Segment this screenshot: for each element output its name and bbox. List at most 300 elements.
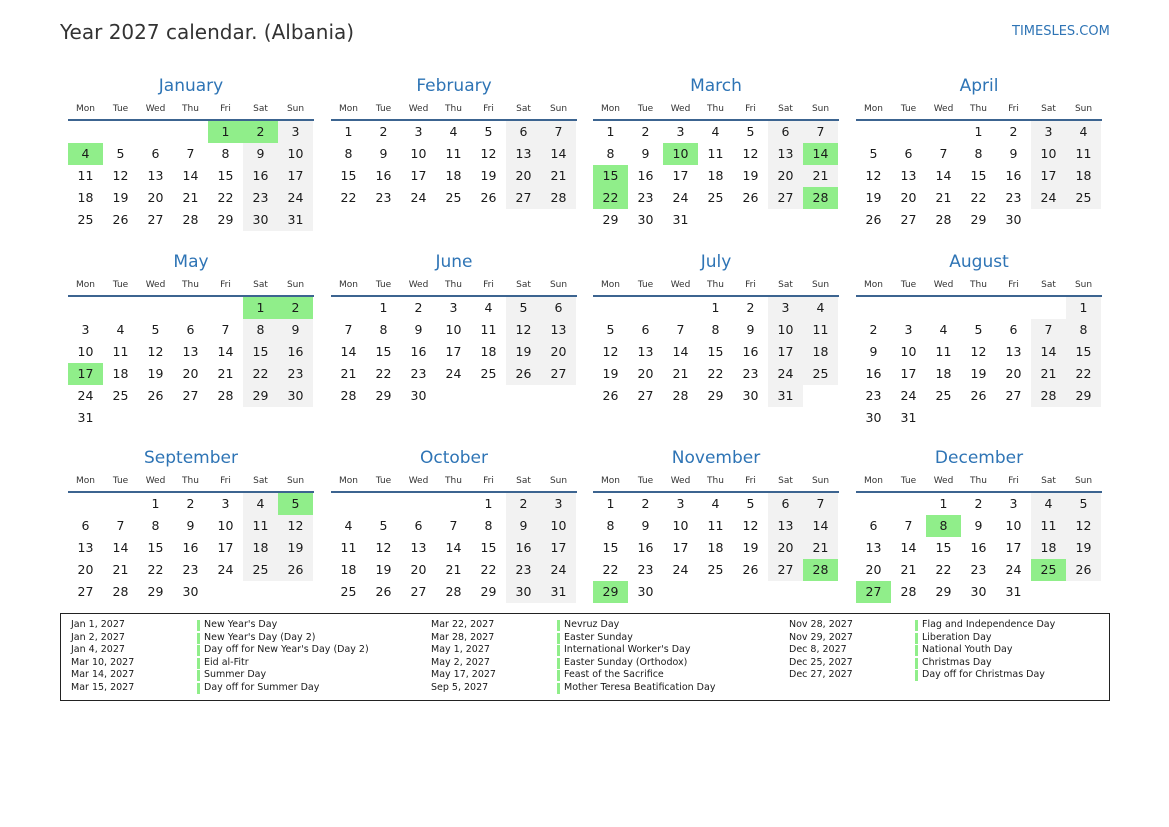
- day-cell: 7: [344, 322, 353, 337]
- day-cell: 3: [676, 496, 685, 511]
- day-cell: 27: [777, 190, 794, 205]
- day-cell: 18: [707, 168, 724, 183]
- day-cell: 17: [777, 344, 794, 359]
- day-cell: 5: [484, 124, 493, 139]
- day-cell: 13: [900, 168, 917, 183]
- day-cell: 4: [449, 124, 458, 139]
- day-cell: 6: [781, 124, 790, 139]
- day-cell: 4: [484, 300, 493, 315]
- legend-marker: [557, 645, 560, 656]
- weekday-header: Mon: [601, 280, 620, 290]
- day-cell: 12: [602, 344, 619, 359]
- holiday-day-cell: 28: [803, 187, 838, 209]
- day-cell: 31: [672, 212, 689, 227]
- day-cell: 9: [1009, 146, 1018, 161]
- day-cell: 8: [1079, 322, 1088, 337]
- day-cell: 17: [287, 168, 304, 183]
- day-cell: 24: [77, 388, 94, 403]
- day-cell: 17: [1005, 540, 1022, 555]
- weekday-header: Thu: [182, 104, 199, 114]
- weekday-header: Wed: [670, 280, 691, 290]
- day-cell: 10: [445, 322, 462, 337]
- holiday-day-cell: 15: [593, 165, 628, 187]
- day-cell: 27: [777, 562, 794, 577]
- holiday-name: New Year's Day (Day 2): [204, 631, 316, 643]
- weekday-header: Tue: [637, 104, 654, 114]
- holiday-date: Mar 14, 2027: [71, 669, 135, 681]
- day-cell: 31: [77, 410, 94, 425]
- day-cell: 3: [221, 496, 230, 511]
- day-cell: 24: [900, 388, 917, 403]
- day-cell: 19: [865, 190, 882, 205]
- weekday-header: Wed: [933, 104, 954, 114]
- weekday-header: Tue: [112, 280, 129, 290]
- holiday-name: Easter Sunday: [564, 631, 633, 643]
- day-cell: 27: [550, 366, 567, 381]
- weekday-header: Mon: [76, 476, 95, 486]
- day-cell: 18: [77, 190, 94, 205]
- day-cell: 11: [112, 344, 129, 359]
- day-cell: 10: [410, 146, 427, 161]
- day-cell: 5: [746, 496, 755, 511]
- day-cell: 15: [970, 168, 987, 183]
- holiday-name: Mother Teresa Beatification Day: [564, 681, 716, 693]
- day-cell: 22: [970, 190, 987, 205]
- weekday-header: Sun: [1074, 280, 1093, 290]
- day-cell: 15: [707, 344, 724, 359]
- month-name: February: [416, 76, 492, 96]
- day-cell: 20: [410, 562, 427, 577]
- day-cell: 21: [182, 190, 199, 205]
- holiday-date: Dec 27, 2027: [789, 669, 853, 681]
- day-cell: 13: [777, 146, 794, 161]
- day-cell: 28: [900, 584, 917, 599]
- day-cell: 19: [515, 344, 532, 359]
- day-cell: 29: [480, 584, 497, 599]
- day-cell: 3: [414, 124, 423, 139]
- holiday-day-cell: 2: [278, 297, 313, 319]
- weekday-header: Sat: [516, 104, 531, 114]
- weekday-header: Tue: [900, 280, 917, 290]
- holiday-day-cell: 14: [803, 143, 838, 165]
- day-cell: 22: [375, 366, 392, 381]
- day-cell: 6: [904, 146, 913, 161]
- day-cell: 25: [812, 366, 829, 381]
- holiday-day-cell: 28: [803, 559, 838, 581]
- day-cell: 26: [112, 212, 129, 227]
- weekday-header: Fri: [483, 476, 494, 486]
- day-cell: 6: [81, 518, 90, 533]
- day-cell: 28: [217, 388, 234, 403]
- month-name: June: [435, 252, 473, 272]
- weekday-header: Wed: [145, 104, 166, 114]
- weekday-header: Wed: [933, 280, 954, 290]
- month-name: May: [173, 252, 209, 272]
- holiday-day-cell: 1: [208, 121, 243, 143]
- weekday-header: Fri: [745, 280, 756, 290]
- weekday-header: Fri: [745, 104, 756, 114]
- day-cell: 21: [935, 190, 952, 205]
- legend-marker: [197, 633, 200, 644]
- day-cell: 16: [182, 540, 199, 555]
- day-cell: 25: [1075, 190, 1092, 205]
- month-name: April: [959, 76, 999, 96]
- holiday-name: Easter Sunday (Orthodox): [564, 656, 688, 668]
- day-cell: 8: [606, 146, 615, 161]
- holiday-legend: [60, 613, 1110, 701]
- day-cell: 15: [217, 168, 234, 183]
- weekday-header: Mon: [864, 104, 883, 114]
- weekday-header: Sat: [516, 476, 531, 486]
- weekday-header: Tue: [375, 280, 392, 290]
- day-cell: 14: [812, 518, 829, 533]
- day-cell: 6: [641, 322, 650, 337]
- day-cell: 9: [186, 518, 195, 533]
- day-cell: 8: [256, 322, 265, 337]
- day-cell: 12: [375, 540, 392, 555]
- day-cell: 26: [1075, 562, 1092, 577]
- day-cell: 5: [606, 322, 615, 337]
- day-cell: 23: [375, 190, 392, 205]
- day-cell: 23: [1005, 190, 1022, 205]
- day-cell: 29: [252, 388, 269, 403]
- day-cell: 17: [1040, 168, 1057, 183]
- day-cell: 25: [252, 562, 269, 577]
- day-cell: 14: [445, 540, 462, 555]
- day-cell: 25: [445, 190, 462, 205]
- day-cell: 14: [935, 168, 952, 183]
- day-cell: 27: [410, 584, 427, 599]
- weekday-header: Tue: [900, 476, 917, 486]
- day-cell: 4: [256, 496, 265, 511]
- day-cell: 19: [602, 366, 619, 381]
- weekday-header: Wed: [408, 104, 429, 114]
- holiday-day-cell: 2: [243, 121, 278, 143]
- site-link[interactable]: TIMESLES.COM: [1012, 24, 1110, 39]
- day-cell: 21: [217, 366, 234, 381]
- day-cell: 18: [935, 366, 952, 381]
- weekday-header: Mon: [601, 476, 620, 486]
- day-cell: 7: [904, 518, 913, 533]
- day-cell: 29: [935, 584, 952, 599]
- day-cell: 26: [515, 366, 532, 381]
- weekday-header: Mon: [339, 104, 358, 114]
- day-cell: 3: [676, 124, 685, 139]
- day-cell: 25: [480, 366, 497, 381]
- day-cell: 18: [112, 366, 129, 381]
- holiday-name: Day off for Christmas Day: [922, 669, 1045, 681]
- legend-marker: [197, 645, 200, 656]
- day-cell: 13: [77, 540, 94, 555]
- day-cell: 2: [869, 322, 878, 337]
- day-cell: 14: [112, 540, 129, 555]
- weekday-header: Wed: [933, 476, 954, 486]
- weekday-header: Fri: [1008, 280, 1019, 290]
- day-cell: 8: [221, 146, 230, 161]
- holiday-day-cell: 10: [663, 143, 698, 165]
- day-cell: 2: [519, 496, 528, 511]
- day-cell: 26: [287, 562, 304, 577]
- weekday-header: Wed: [145, 476, 166, 486]
- weekday-header: Mon: [601, 104, 620, 114]
- day-cell: 12: [112, 168, 129, 183]
- day-cell: 3: [904, 322, 913, 337]
- day-cell: 4: [344, 518, 353, 533]
- day-cell: 27: [515, 190, 532, 205]
- weekday-header: Mon: [339, 476, 358, 486]
- day-cell: 9: [291, 322, 300, 337]
- day-cell: 7: [939, 146, 948, 161]
- day-cell: 24: [1005, 562, 1022, 577]
- day-cell: 22: [340, 190, 357, 205]
- day-cell: 6: [151, 146, 160, 161]
- weekday-header: Tue: [637, 476, 654, 486]
- day-cell: 23: [252, 190, 269, 205]
- day-cell: 16: [637, 168, 654, 183]
- day-cell: 9: [641, 146, 650, 161]
- day-cell: 29: [1075, 388, 1092, 403]
- holiday-name: Feast of the Sacrifice: [564, 669, 664, 681]
- day-cell: 24: [217, 562, 234, 577]
- month-name: January: [158, 76, 224, 96]
- day-cell: 25: [112, 388, 129, 403]
- legend-marker: [197, 670, 200, 681]
- holiday-name: Summer Day: [204, 669, 267, 681]
- day-cell: 22: [1075, 366, 1092, 381]
- day-cell: 4: [711, 124, 720, 139]
- day-cell: 20: [777, 540, 794, 555]
- holiday-name: Christmas Day: [922, 656, 992, 668]
- holiday-date: May 2, 2027: [431, 656, 490, 668]
- weekday-header: Fri: [220, 476, 231, 486]
- day-cell: 14: [340, 344, 357, 359]
- day-cell: 20: [1005, 366, 1022, 381]
- holiday-name: Nevruz Day: [564, 619, 620, 630]
- day-cell: 13: [182, 344, 199, 359]
- day-cell: 24: [672, 190, 689, 205]
- day-cell: 25: [707, 562, 724, 577]
- day-cell: 17: [900, 366, 917, 381]
- day-cell: 21: [812, 168, 829, 183]
- day-cell: 2: [746, 300, 755, 315]
- weekday-header: Thu: [707, 476, 724, 486]
- weekday-header: Fri: [1008, 476, 1019, 486]
- day-cell: 8: [711, 322, 720, 337]
- day-cell: 10: [77, 344, 94, 359]
- holiday-date: Mar 22, 2027: [431, 619, 495, 630]
- holiday-date: Jan 1, 2027: [71, 619, 125, 630]
- day-cell: 7: [116, 518, 125, 533]
- weekday-header: Fri: [1008, 104, 1019, 114]
- day-cell: 2: [974, 496, 983, 511]
- day-cell: 25: [935, 388, 952, 403]
- day-cell: 30: [637, 584, 654, 599]
- weekday-header: Sun: [811, 104, 830, 114]
- day-cell: 1: [484, 496, 493, 511]
- weekday-header: Sat: [1041, 476, 1056, 486]
- day-cell: 23: [865, 388, 882, 403]
- day-cell: 24: [777, 366, 794, 381]
- day-cell: 21: [900, 562, 917, 577]
- day-cell: 31: [287, 212, 304, 227]
- weekday-header: Fri: [483, 104, 494, 114]
- day-cell: 10: [672, 518, 689, 533]
- day-cell: 26: [147, 388, 164, 403]
- day-cell: 30: [970, 584, 987, 599]
- day-cell: 14: [550, 146, 567, 161]
- day-cell: 2: [379, 124, 388, 139]
- holiday-name: New Year's Day: [204, 619, 278, 630]
- day-cell: 27: [77, 584, 94, 599]
- day-cell: 16: [865, 366, 882, 381]
- day-cell: 25: [707, 190, 724, 205]
- day-cell: 21: [112, 562, 129, 577]
- day-cell: 6: [781, 496, 790, 511]
- legend-marker: [197, 658, 200, 669]
- day-cell: 16: [410, 344, 427, 359]
- day-cell: 4: [116, 322, 125, 337]
- day-cell: 11: [707, 518, 724, 533]
- month-name: December: [934, 448, 1024, 468]
- day-cell: 26: [865, 212, 882, 227]
- holiday-name: Day off for New Year's Day (Day 2): [204, 644, 369, 656]
- weekday-header: Fri: [483, 280, 494, 290]
- day-cell: 9: [414, 322, 423, 337]
- day-cell: 12: [147, 344, 164, 359]
- day-cell: 10: [217, 518, 234, 533]
- day-cell: 26: [375, 584, 392, 599]
- day-cell: 21: [550, 168, 567, 183]
- day-cell: 2: [641, 496, 650, 511]
- day-cell: 8: [974, 146, 983, 161]
- weekday-header: Sat: [516, 280, 531, 290]
- weekday-header: Mon: [864, 476, 883, 486]
- day-cell: 29: [707, 388, 724, 403]
- weekday-header: Mon: [76, 280, 95, 290]
- day-cell: 3: [1009, 496, 1018, 511]
- day-cell: 20: [865, 562, 882, 577]
- holiday-date: Sep 5, 2027: [431, 681, 489, 693]
- day-cell: 13: [410, 540, 427, 555]
- day-cell: 22: [935, 562, 952, 577]
- day-cell: 4: [1044, 496, 1053, 511]
- weekday-header: Mon: [76, 104, 95, 114]
- legend-marker: [197, 620, 200, 631]
- day-cell: 17: [672, 168, 689, 183]
- day-cell: 10: [777, 322, 794, 337]
- day-cell: 4: [1079, 124, 1088, 139]
- day-cell: 1: [939, 496, 948, 511]
- holiday-day-cell: 25: [1031, 559, 1066, 581]
- day-cell: 30: [865, 410, 882, 425]
- day-cell: 5: [746, 124, 755, 139]
- day-cell: 14: [1040, 344, 1057, 359]
- day-cell: 12: [515, 322, 532, 337]
- day-cell: 13: [637, 344, 654, 359]
- day-cell: 18: [445, 168, 462, 183]
- weekday-header: Sun: [286, 280, 305, 290]
- day-cell: 28: [550, 190, 567, 205]
- day-cell: 1: [711, 300, 720, 315]
- day-cell: 3: [781, 300, 790, 315]
- day-cell: 10: [550, 518, 567, 533]
- day-cell: 15: [147, 540, 164, 555]
- day-cell: 31: [777, 388, 794, 403]
- day-cell: 14: [672, 344, 689, 359]
- day-cell: 17: [410, 168, 427, 183]
- day-cell: 20: [147, 190, 164, 205]
- day-cell: 16: [1005, 168, 1022, 183]
- legend-marker: [915, 645, 918, 656]
- legend-marker: [557, 633, 560, 644]
- day-cell: 21: [445, 562, 462, 577]
- day-cell: 13: [515, 146, 532, 161]
- day-cell: 27: [182, 388, 199, 403]
- day-cell: 11: [252, 518, 269, 533]
- weekday-header: Sat: [253, 104, 268, 114]
- holiday-name: Liberation Day: [922, 631, 992, 643]
- weekday-header: Sat: [253, 476, 268, 486]
- weekday-header: Mon: [864, 280, 883, 290]
- weekday-header: Tue: [637, 280, 654, 290]
- holiday-day-cell: 29: [593, 581, 628, 603]
- day-cell: 7: [554, 124, 563, 139]
- day-cell: 5: [869, 146, 878, 161]
- day-cell: 10: [1040, 146, 1057, 161]
- weekday-header: Sun: [811, 280, 830, 290]
- day-cell: 2: [414, 300, 423, 315]
- day-cell: 14: [182, 168, 199, 183]
- day-cell: 24: [1040, 190, 1057, 205]
- day-cell: 18: [340, 562, 357, 577]
- day-cell: 30: [1005, 212, 1022, 227]
- day-cell: 2: [641, 124, 650, 139]
- weekday-header: Fri: [745, 476, 756, 486]
- weekday-header: Thu: [970, 476, 987, 486]
- legend-marker: [557, 683, 560, 694]
- legend-marker: [197, 683, 200, 694]
- legend-marker: [915, 620, 918, 631]
- day-cell: 11: [77, 168, 94, 183]
- day-cell: 20: [777, 168, 794, 183]
- day-cell: 22: [602, 562, 619, 577]
- weekday-header: Sun: [549, 476, 568, 486]
- legend-marker: [557, 658, 560, 669]
- day-cell: 17: [550, 540, 567, 555]
- day-cell: 7: [676, 322, 685, 337]
- day-cell: 9: [379, 146, 388, 161]
- day-cell: 1: [1079, 300, 1088, 315]
- day-cell: 22: [147, 562, 164, 577]
- day-cell: 24: [410, 190, 427, 205]
- day-cell: 10: [287, 146, 304, 161]
- day-cell: 18: [1040, 540, 1057, 555]
- holiday-date: Dec 8, 2027: [789, 644, 847, 656]
- day-cell: 1: [379, 300, 388, 315]
- day-cell: 20: [637, 366, 654, 381]
- day-cell: 19: [742, 540, 759, 555]
- day-cell: 6: [414, 518, 423, 533]
- day-cell: 9: [869, 344, 878, 359]
- day-cell: 17: [672, 540, 689, 555]
- month-name: August: [949, 252, 1009, 272]
- day-cell: 25: [340, 584, 357, 599]
- day-cell: 26: [602, 388, 619, 403]
- day-cell: 20: [515, 168, 532, 183]
- day-cell: 28: [340, 388, 357, 403]
- weekday-header: Sun: [286, 104, 305, 114]
- day-cell: 26: [742, 190, 759, 205]
